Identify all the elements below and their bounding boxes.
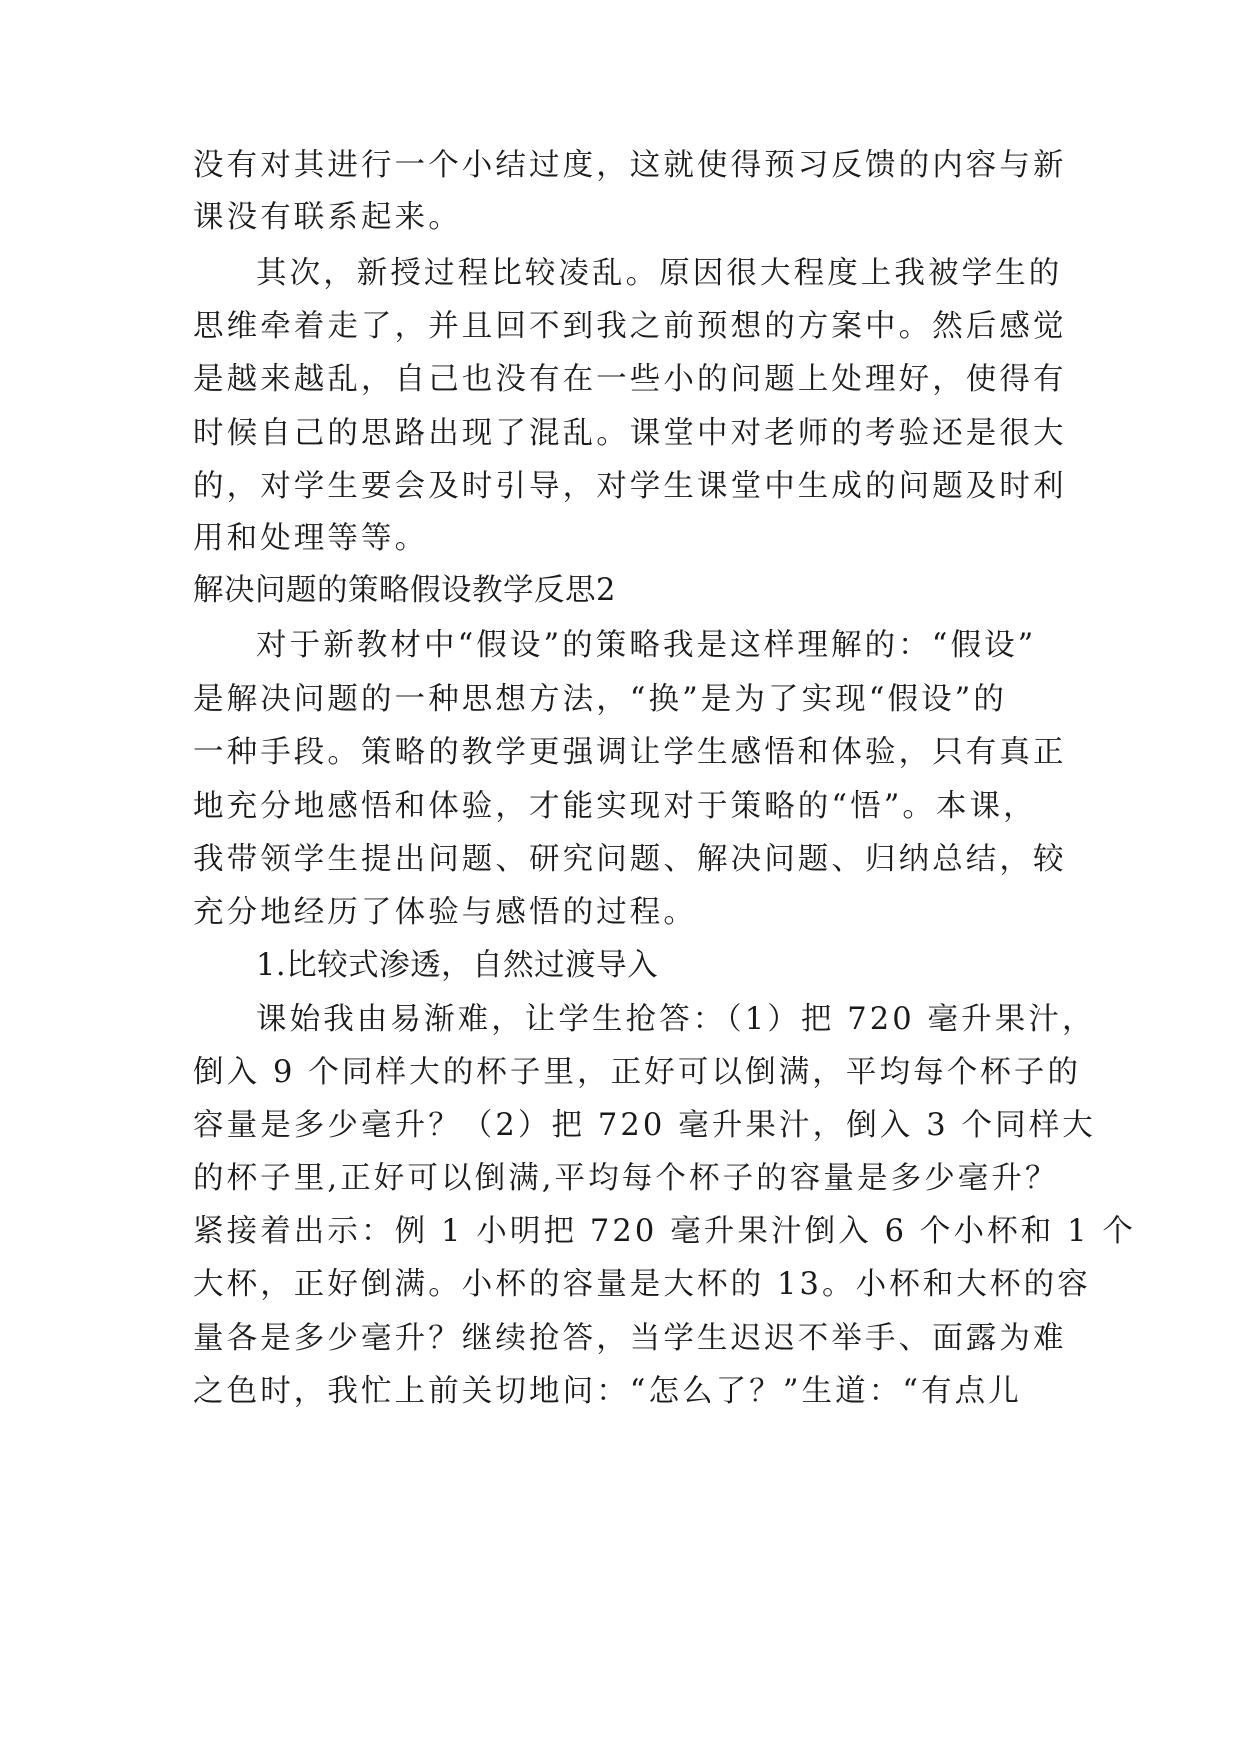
text-line: 是解决问题的一种思想方法，“换”是为了实现“假设”的	[193, 682, 1007, 717]
text-line: 一种手段。策略的教学更强调让学生感悟和体验，只有真正	[193, 735, 1067, 770]
text-line: 地充分地感悟和体验，才能实现对于策略的“悟”。本课，	[193, 789, 1037, 824]
text-line: 紧接着出示：例 1 小明把 720 毫升果汁倒入 6 个小杯和 1 个	[193, 1214, 1136, 1249]
text-line: 没有对其进行一个小结过度，这就使得预习反馈的内容与新	[193, 148, 1067, 183]
text-line: 对于新教材中“假设”的策略我是这样理解的：“假设”	[256, 628, 1037, 663]
text-line: 的杯子里,正好可以倒满,平均每个杯子的容量是多少毫升？	[193, 1161, 1059, 1196]
subheading: 1.比较式渗透，自然过渡导入	[256, 948, 659, 983]
section-heading: 解决问题的策略假设教学反思2	[193, 573, 616, 608]
text-line: 大杯，正好倒满。小杯的容量是大杯的 13。小杯和大杯的容	[193, 1267, 1091, 1302]
text-line: 我带领学生提出问题、研究问题、解决问题、归纳总结，较	[193, 842, 1067, 877]
text-line: 容量是多少毫升？（2）把 720 毫升果汁，倒入 3 个同样大	[193, 1108, 1096, 1143]
text-line: 的，对学生要会及时引导，对学生课堂中生成的问题及时利	[193, 469, 1067, 504]
text-line: 课始我由易渐难，让学生抢答：（1）把 720 毫升果汁，	[256, 1002, 1096, 1037]
text-line: 是越来越乱，自己也没有在一些小的问题上处理好，使得有	[193, 362, 1067, 397]
text-line: 思维牵着走了，并且回不到我之前预想的方案中。然后感觉	[193, 309, 1067, 344]
text-line: 充分地经历了体验与感悟的过程。	[193, 895, 697, 930]
text-line: 时候自己的思路出现了混乱。课堂中对老师的考验还是很大	[193, 416, 1067, 451]
text-line: 其次，新授过程比较凌乱。原因很大程度上我被学生的	[256, 256, 1063, 291]
text-line: 之色时，我忙上前关切地问：“怎么了？”生道：“有点儿	[193, 1374, 1022, 1409]
text-line: 课没有联系起来。	[193, 200, 462, 235]
text-line: 量各是多少毫升？继续抢答，当学生迟迟不举手、面露为难	[193, 1321, 1067, 1356]
text-line: 用和处理等等。	[193, 521, 429, 556]
text-line: 倒入 9 个同样大的杯子里，正好可以倒满，平均每个杯子的	[193, 1055, 1082, 1090]
